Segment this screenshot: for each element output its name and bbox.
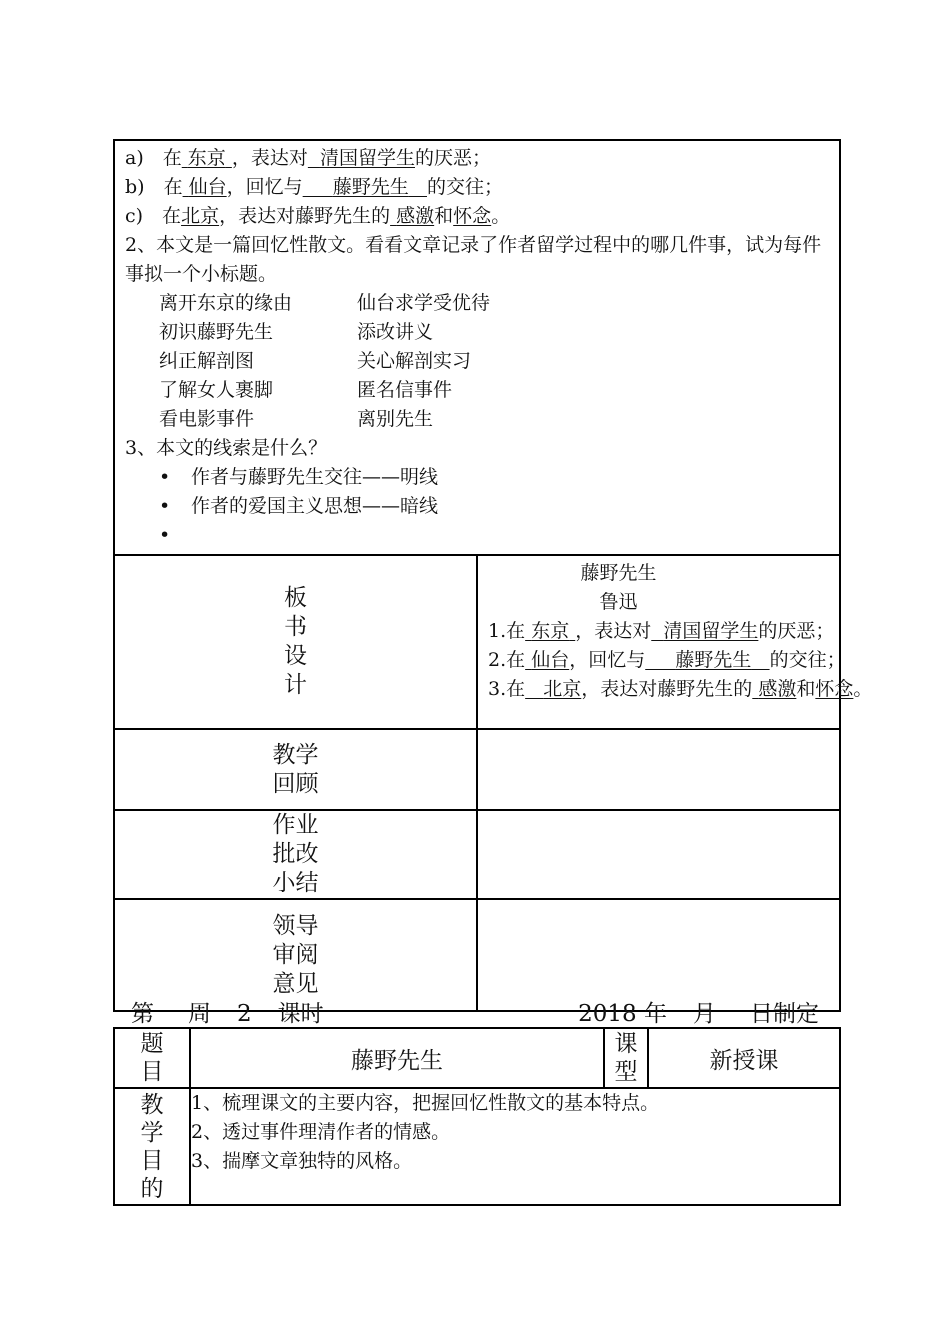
leader-review-label: 领导 审阅 意见 — [114, 899, 477, 1011]
goal-item: 1、梳理课文的主要内容，把握回忆性散文的基本特点。 — [191, 1092, 660, 1114]
title-label: 题 目 — [114, 1028, 190, 1088]
teaching-review-label: 教学 回顾 — [114, 729, 477, 810]
teaching-goals-cell — [190, 1088, 840, 1205]
bullet-icon: • — [159, 466, 171, 488]
event-row: 离开东京的缘由 仙台求学受优待 — [159, 292, 491, 314]
place-tokyo: 东京 — [187, 147, 226, 169]
word-gratitude: 感激 — [396, 205, 435, 227]
leader-review-cell — [477, 899, 840, 1011]
week-lesson: 第 周 2 课时 — [131, 1001, 324, 1027]
event-row: 了解女人裹脚 匿名信事件 — [159, 379, 453, 401]
lesson-title: 藤野先生 — [190, 1028, 604, 1088]
clue-item: • 作者的爱国主义思想——暗线 — [125, 492, 829, 521]
line-b: b) 在 仙台，回忆与 藤野先生 的交往； — [125, 176, 504, 198]
lesson-plan-table-upper — [113, 139, 873, 1012]
board-design-label: 板 书 设 计 — [114, 555, 477, 729]
analysis-cell — [114, 140, 840, 555]
lesson-plan-table-lower — [113, 1027, 841, 1206]
homework-summary-label: 作业 批改 小结 — [114, 810, 477, 899]
bullet-icon: • — [159, 495, 171, 517]
line-a: a) 在 东京 ，表达对 清国留学生的厌恶； — [125, 147, 491, 169]
object-qing-students: 清国留学生 — [319, 147, 415, 169]
question-2: 2、本文是一篇回忆性散文。看看文章记录了作者留学过程中的哪几件事，试为每件事拟一个小标题。 — [125, 234, 822, 285]
clue-item: • 作者与藤野先生交往——明线 — [125, 463, 829, 492]
type-label: 课 型 — [604, 1028, 648, 1088]
board-line-1: 1.在 东京 ，表达对 清国留学生的厌恶； — [488, 620, 835, 642]
board-author: 鲁迅 — [599, 591, 638, 613]
board-line-2: 2.在 仙台，回忆与 藤野先生 的交往； — [488, 649, 846, 671]
object-fujino: 藤野先生 — [332, 176, 409, 198]
clue-item — [125, 521, 829, 550]
schedule-line — [113, 999, 841, 1029]
event-row: 看电影事件 离别先生 — [159, 408, 434, 430]
goal-item: 3、揣摩文章独特的风格。 — [191, 1150, 413, 1172]
date-made: 2018 年 月 日制定 — [578, 1001, 819, 1027]
board-title: 藤野先生 — [580, 562, 657, 584]
place-beijing: 北京 — [181, 205, 220, 227]
board-line-3: 3.在 北京，表达对藤野先生的 感激和怀念。 — [488, 678, 873, 700]
goal-item: 2、透过事件理清作者的情感。 — [191, 1121, 451, 1143]
question-3: 3、本文的线索是什么？ — [125, 437, 328, 459]
place-sendai: 仙台 — [188, 176, 227, 198]
teaching-goals-label: 教 学 目 的 — [114, 1088, 190, 1205]
homework-summary-cell — [477, 810, 840, 899]
word-remembrance: 怀念 — [453, 205, 492, 227]
lesson-type: 新授课 — [648, 1028, 840, 1088]
teaching-review-cell — [477, 729, 840, 810]
event-row: 纠正解剖图 关心解剖实习 — [159, 350, 472, 372]
bullet-icon: • — [159, 524, 171, 546]
line-c: c) 在北京，表达对藤野先生的 感激和怀念。 — [125, 205, 511, 227]
board-design-cell — [477, 555, 873, 729]
event-row: 初识藤野先生 添改讲义 — [159, 321, 434, 343]
